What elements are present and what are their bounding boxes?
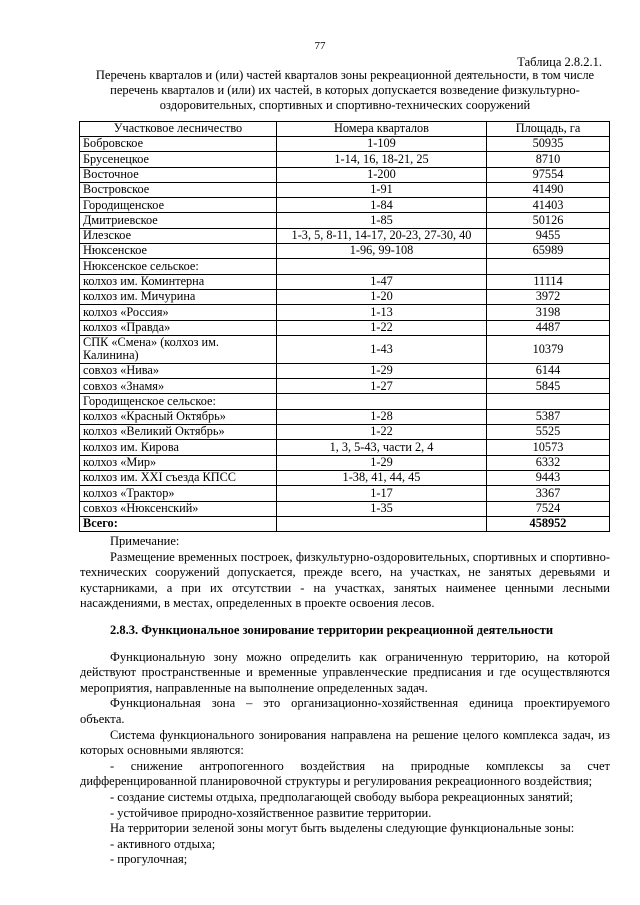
cell-forestry: совхоз «Знамя» — [80, 379, 277, 394]
table-row — [80, 289, 610, 304]
cell-blocks: 1-28 — [277, 409, 487, 424]
list-item: - снижение антропогенного воздействия на природные комплексы за счет дифференцированной планировочной структуры и регулирования рекреационного воздействия; — [80, 758, 610, 789]
table-row — [80, 198, 610, 213]
cell-forestry: совхоз «Нива» — [80, 363, 277, 378]
cell-area: 3198 — [487, 305, 610, 320]
cell-blocks: 1-14, 16, 18-21, 25 — [277, 152, 487, 167]
table-row — [80, 228, 610, 243]
cell-forestry: совхоз «Нюксенский» — [80, 501, 277, 516]
cell-forestry: колхоз им. XXI съезда КПСС — [80, 470, 277, 485]
cell-area: 11114 — [487, 274, 610, 289]
cell-forestry: колхоз «Правда» — [80, 320, 277, 335]
paragraph: Функциональная зона – это организационно-хозяйственная единица проектируемого объекта. — [80, 696, 610, 726]
table-row — [80, 394, 610, 409]
table-row — [80, 213, 610, 228]
paragraph: Система функционального зонирования направлена на решение целого комплекса задач, из которых основными являются: — [80, 727, 610, 758]
table-row — [80, 320, 610, 335]
list-item: - активного отдыха; — [110, 836, 216, 851]
cell-area: 3972 — [487, 289, 610, 304]
cell-area: 7524 — [487, 501, 610, 516]
cell-forestry: Бобровское — [80, 137, 277, 152]
cell-forestry: Брусенецкое — [80, 152, 277, 167]
note-text: Размещение временных построек, физкультурно-оздоровительных, спортивных и спортивно-технических сооружений допускается, прежде всего, на участках, не занятых деревьями и кустарниками, а при их отсутствии - на участках, занятых наименее ценными лесными насаждениями, в местах, определенных в проекте освоения лесов. — [80, 549, 610, 610]
cell-forestry: колхоз «Мир» — [80, 455, 277, 470]
cell-area: 4487 — [487, 320, 610, 335]
section-heading: 2.8.3. Функциональное зонирование территории рекреационной деятельности — [110, 623, 554, 637]
cell-forestry: Восточное — [80, 167, 277, 182]
list-item: - устойчивое природно-хозяйственное развитие территории. — [110, 805, 432, 820]
table-row — [80, 167, 610, 182]
table-row — [80, 486, 610, 501]
cell-blocks — [277, 259, 487, 274]
cell-blocks: 1-91 — [277, 182, 487, 197]
cell-area: 50126 — [487, 213, 610, 228]
cell-area: 6332 — [487, 455, 610, 470]
table-label: Таблица 2.8.2.1. — [517, 55, 602, 69]
cell-blocks: 1-29 — [277, 363, 487, 378]
cell-area: 97554 — [487, 167, 610, 182]
total-blocks-cell — [277, 516, 487, 531]
cell-area: 8710 — [487, 152, 610, 167]
table-row — [80, 305, 610, 320]
table-row — [80, 440, 610, 455]
cell-area: 41490 — [487, 182, 610, 197]
cell-forestry: Дмитриевское — [80, 213, 277, 228]
table-row — [80, 470, 610, 485]
header-area: Площадь, га — [487, 122, 610, 137]
table-caption: Перечень кварталов и (или) частей кварталов зоны рекреационной деятельности, в том числе перечень кварталов и (или) их частей, в которых допускается возведение физкультурно-оздоровительных, спортивных и спортивно-технических сооружений — [95, 68, 595, 112]
cell-forestry: Городищенское — [80, 198, 277, 213]
cell-forestry: колхоз «Красный Октябрь» — [80, 409, 277, 424]
cell-blocks: 1-43 — [277, 335, 487, 363]
cell-forestry: СПК «Смена» (колхоз им. Калинина) — [80, 335, 277, 363]
cell-forestry: Востровское — [80, 182, 277, 197]
list-item: - прогулочная; — [110, 852, 188, 867]
table-row — [80, 455, 610, 470]
table-row — [80, 274, 610, 289]
cell-area: 3367 — [487, 486, 610, 501]
cell-forestry: колхоз им. Коминтерна — [80, 274, 277, 289]
cell-area: 41403 — [487, 198, 610, 213]
cell-forestry: колхоз «Великий Октябрь» — [80, 425, 277, 440]
cell-forestry: колхоз им. Кирова — [80, 440, 277, 455]
table-row — [80, 152, 610, 167]
cell-forestry: колхоз «Россия» — [80, 305, 277, 320]
cell-area: 9443 — [487, 470, 610, 485]
cell-area — [487, 259, 610, 274]
cell-blocks: 1-109 — [277, 137, 487, 152]
table-row — [80, 137, 610, 152]
table-row — [80, 259, 610, 274]
cell-blocks: 1-47 — [277, 274, 487, 289]
list-item: - создание системы отдыха, предполагающей свободу выбора рекреационных занятий; — [110, 789, 574, 804]
cell-forestry: колхоз им. Мичурина — [80, 289, 277, 304]
cell-blocks: 1, 3, 5-43, части 2, 4 — [277, 440, 487, 455]
cell-blocks: 1-13 — [277, 305, 487, 320]
table-total-row — [80, 516, 610, 531]
cell-area — [487, 394, 610, 409]
note-block — [80, 534, 610, 612]
note-title: Примечание: — [110, 534, 180, 548]
cell-area: 65989 — [487, 244, 610, 259]
cell-area: 5387 — [487, 409, 610, 424]
cell-blocks: 1-38, 41, 44, 45 — [277, 470, 487, 485]
paragraph: Функциональную зону можно определить как ограниченную территорию, на которой действуют пространственные и временные управленческие предписания и где осуществляются мероприятия, направленные на выполнение определенных задач. — [80, 649, 610, 695]
header-forestry: Участковое лесничество — [80, 122, 277, 137]
cell-area: 50935 — [487, 137, 610, 152]
cell-blocks: 1-27 — [277, 379, 487, 394]
recreation-blocks-table — [79, 121, 610, 532]
cell-area: 10573 — [487, 440, 610, 455]
table-row — [80, 379, 610, 394]
cell-blocks: 1-17 — [277, 486, 487, 501]
table-row — [80, 335, 610, 363]
cell-forestry: Нюксенское сельское: — [80, 259, 277, 274]
cell-blocks: 1-22 — [277, 425, 487, 440]
page-number: 77 — [314, 40, 326, 52]
cell-blocks: 1-29 — [277, 455, 487, 470]
cell-blocks: 1-3, 5, 8-11, 14-17, 20-23, 27-30, 40 — [277, 228, 487, 243]
cell-blocks: 1-22 — [277, 320, 487, 335]
cell-area: 6144 — [487, 363, 610, 378]
table-row — [80, 244, 610, 259]
cell-area: 10379 — [487, 335, 610, 363]
paragraph: На территории зеленой зоны могут быть выделены следующие функциональные зоны: — [110, 821, 575, 836]
cell-forestry: Городищенское сельское: — [80, 394, 277, 409]
total-value: 458952 — [487, 516, 610, 531]
total-label: Всего: — [80, 516, 277, 531]
header-blocks: Номера кварталов — [277, 122, 487, 137]
cell-blocks — [277, 394, 487, 409]
table-row — [80, 182, 610, 197]
cell-forestry: Нюксенское — [80, 244, 277, 259]
cell-forestry: Илезское — [80, 228, 277, 243]
table-row — [80, 409, 610, 424]
cell-blocks: 1-200 — [277, 167, 487, 182]
cell-blocks: 1-35 — [277, 501, 487, 516]
table-row — [80, 501, 610, 516]
cell-area: 5845 — [487, 379, 610, 394]
cell-area: 9455 — [487, 228, 610, 243]
table-row — [80, 425, 610, 440]
cell-blocks: 1-85 — [277, 213, 487, 228]
cell-blocks: 1-20 — [277, 289, 487, 304]
table-row — [80, 363, 610, 378]
cell-blocks: 1-84 — [277, 198, 487, 213]
cell-area: 5525 — [487, 425, 610, 440]
table-header-row — [80, 122, 610, 137]
cell-blocks: 1-96, 99-108 — [277, 244, 487, 259]
section-functional-zoning — [80, 623, 610, 868]
cell-forestry: колхоз «Трактор» — [80, 486, 277, 501]
